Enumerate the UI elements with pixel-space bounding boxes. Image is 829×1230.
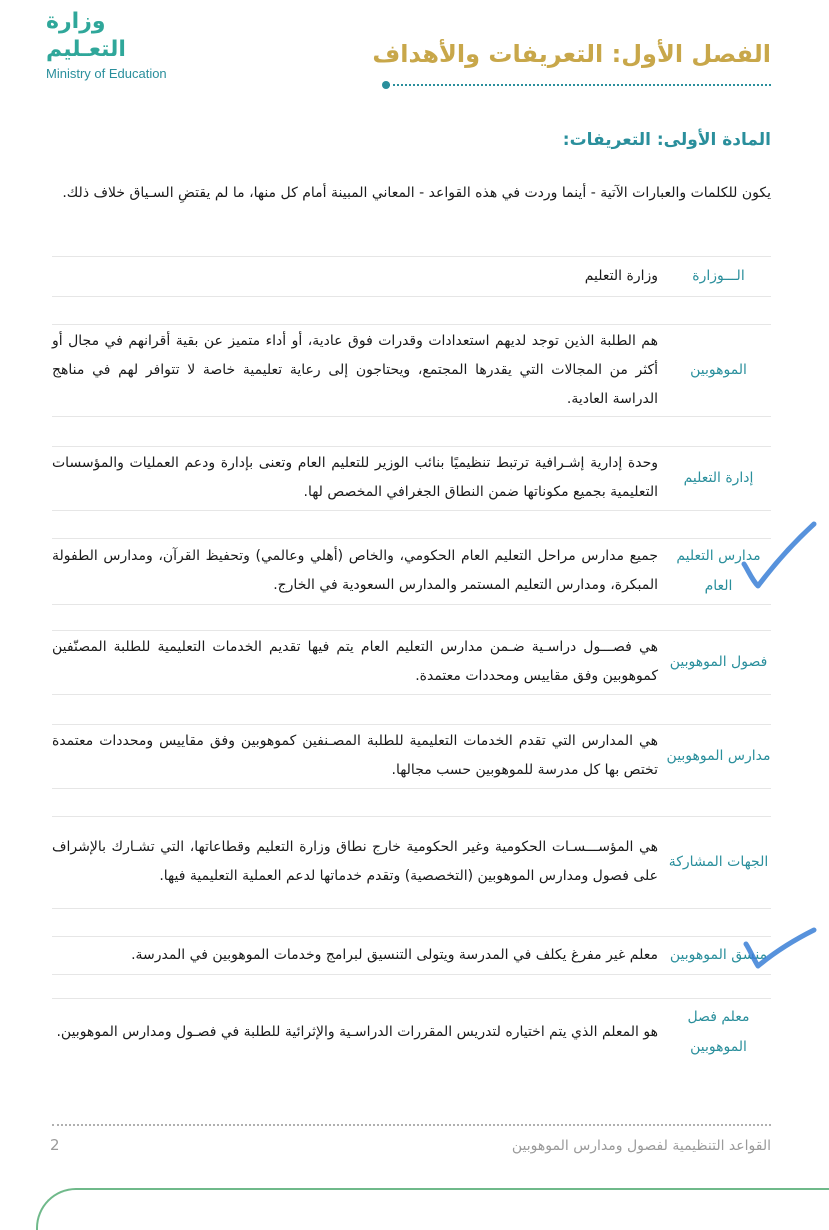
- definition-row: [52, 726, 771, 786]
- logo-arabic-text: وزارة التعـليم: [46, 9, 126, 62]
- page-number: 2: [50, 1136, 60, 1154]
- table-rule: [52, 724, 771, 725]
- definition-term: الجهات المشاركة: [668, 854, 769, 870]
- table-rule: [52, 788, 771, 789]
- article-title: المادة الأولى: التعريفات:: [562, 130, 771, 150]
- definition-row: [52, 938, 771, 972]
- table-rule: [52, 510, 771, 511]
- definition-text: هي المدارس التي تقدم الخدمات التعليمية للطلبة المصـنفين كموهوبين وفق مقاييس ومحددات معتمدة تختص بها كل مدرسة للموهوبين حسب مجالها.: [52, 733, 658, 778]
- definition-term: الـــوزارة: [692, 268, 745, 284]
- decorative-curve: [36, 1188, 829, 1230]
- definition-text: وزارة التعليم: [584, 267, 658, 284]
- ministry-logo: [46, 8, 186, 82]
- definition-term: الموهوبين: [690, 362, 747, 378]
- footer-title: القواعد التنظيمية لفصول ومدارس الموهوبين: [511, 1138, 771, 1154]
- definition-term: مدارس الموهوبين: [666, 748, 771, 764]
- definition-text: جميع مدارس مراحل التعليم العام الحكومي، والخاص (أهلي وعالمي) وتحفيظ القرآن، ومدارس الطفولة المبكرة، ومدارس التعليم المستمر والمدارس السعودية في الخارج.: [52, 548, 658, 593]
- table-rule: [52, 324, 771, 325]
- definition-term: فصول الموهوبين: [669, 654, 768, 670]
- table-rule: [52, 604, 771, 605]
- definition-row: [52, 258, 771, 294]
- definition-term: معلم فصل الموهوبين: [687, 1009, 750, 1055]
- definition-term: مدارس التعليم العام: [676, 548, 761, 594]
- definition-row: [52, 540, 771, 602]
- logo-english-text: Ministry of Education: [46, 66, 167, 81]
- definition-row: [52, 632, 771, 692]
- table-rule: [52, 446, 771, 447]
- definition-text: هي المؤســـسـات الحكومية وغير الحكومية خارج نطاق وزارة التعليم وقطاعاتها، التي تشـارك بالإشراف على فصول ومدارس الموهوبين (التخصصية) وتقدم خدماتها لدعم العملية التعليمية فيها.: [52, 839, 658, 884]
- title-divider: [388, 84, 771, 86]
- definition-text: معلم غير مفرغ يكلف في المدرسة ويتولى التنسيق لبرامج وخدمات الموهوبين في المدرسة.: [131, 946, 658, 963]
- table-rule: [52, 296, 771, 297]
- table-rule: [52, 936, 771, 937]
- article-intro: يكون للكلمات والعبارات الآتية - أينما وردت في هذه القواعد - المعاني المبينة أمام كل منها، ما لم يقتضِ السـياق خلاف ذلك.: [62, 185, 771, 201]
- definition-row: [52, 1000, 771, 1064]
- definition-text: هو المعلم الذي يتم اختياره لتدريس المقررات الدراسـية والإثرائية للطلبة في فصـول ومدارس الموهوبين.: [56, 1023, 658, 1040]
- definition-term: منسق الموهوبين: [669, 947, 768, 963]
- checkmark-icon: [742, 922, 818, 972]
- definition-text: وحدة إدارية إشـرافية ترتبط تنظيميًا بنائب الوزير للتعليم العام وتعنى بإدارة ودعم العمليات والمؤسسات التعليمية بجميع مكوناتها ضمن النطاق الجغرافي المخصص لها.: [52, 455, 658, 500]
- table-rule: [52, 416, 771, 417]
- table-rule: [52, 816, 771, 817]
- table-rule: [52, 908, 771, 909]
- table-rule: [52, 256, 771, 257]
- definition-row: [52, 326, 771, 414]
- definition-term: إدارة التعليم: [683, 470, 754, 486]
- chapter-title: الفصل الأول: التعريفات والأهداف: [372, 40, 771, 68]
- table-rule: [52, 694, 771, 695]
- table-rule: [52, 630, 771, 631]
- footer-divider: [52, 1124, 771, 1126]
- checkmark-icon: [738, 520, 818, 592]
- table-rule: [52, 538, 771, 539]
- definition-text: هم الطلبة الذين توجد لديهم استعدادات وقدرات فوق عادية، أو أداء متميز عن بقية أقرانهم في مجال أو أكثر من المجالات التي يقدرها المجتمع، ويحتاجون إلى رعاية تعليمية خاصة لا تتوافر لهم في مناهج الدراسة العادية.: [52, 332, 658, 407]
- definition-row: [52, 818, 771, 906]
- definition-row: [52, 448, 771, 508]
- definition-text: هي فصـــول دراسـية ضـمن مدارس التعليم العام يتم فيها تقديم الخدمات التعليمية للطلبة المصنّفين كموهوبين وفق مقاييس ومحددات معتمدة.: [52, 639, 658, 684]
- table-rule: [52, 974, 771, 975]
- table-rule: [52, 998, 771, 999]
